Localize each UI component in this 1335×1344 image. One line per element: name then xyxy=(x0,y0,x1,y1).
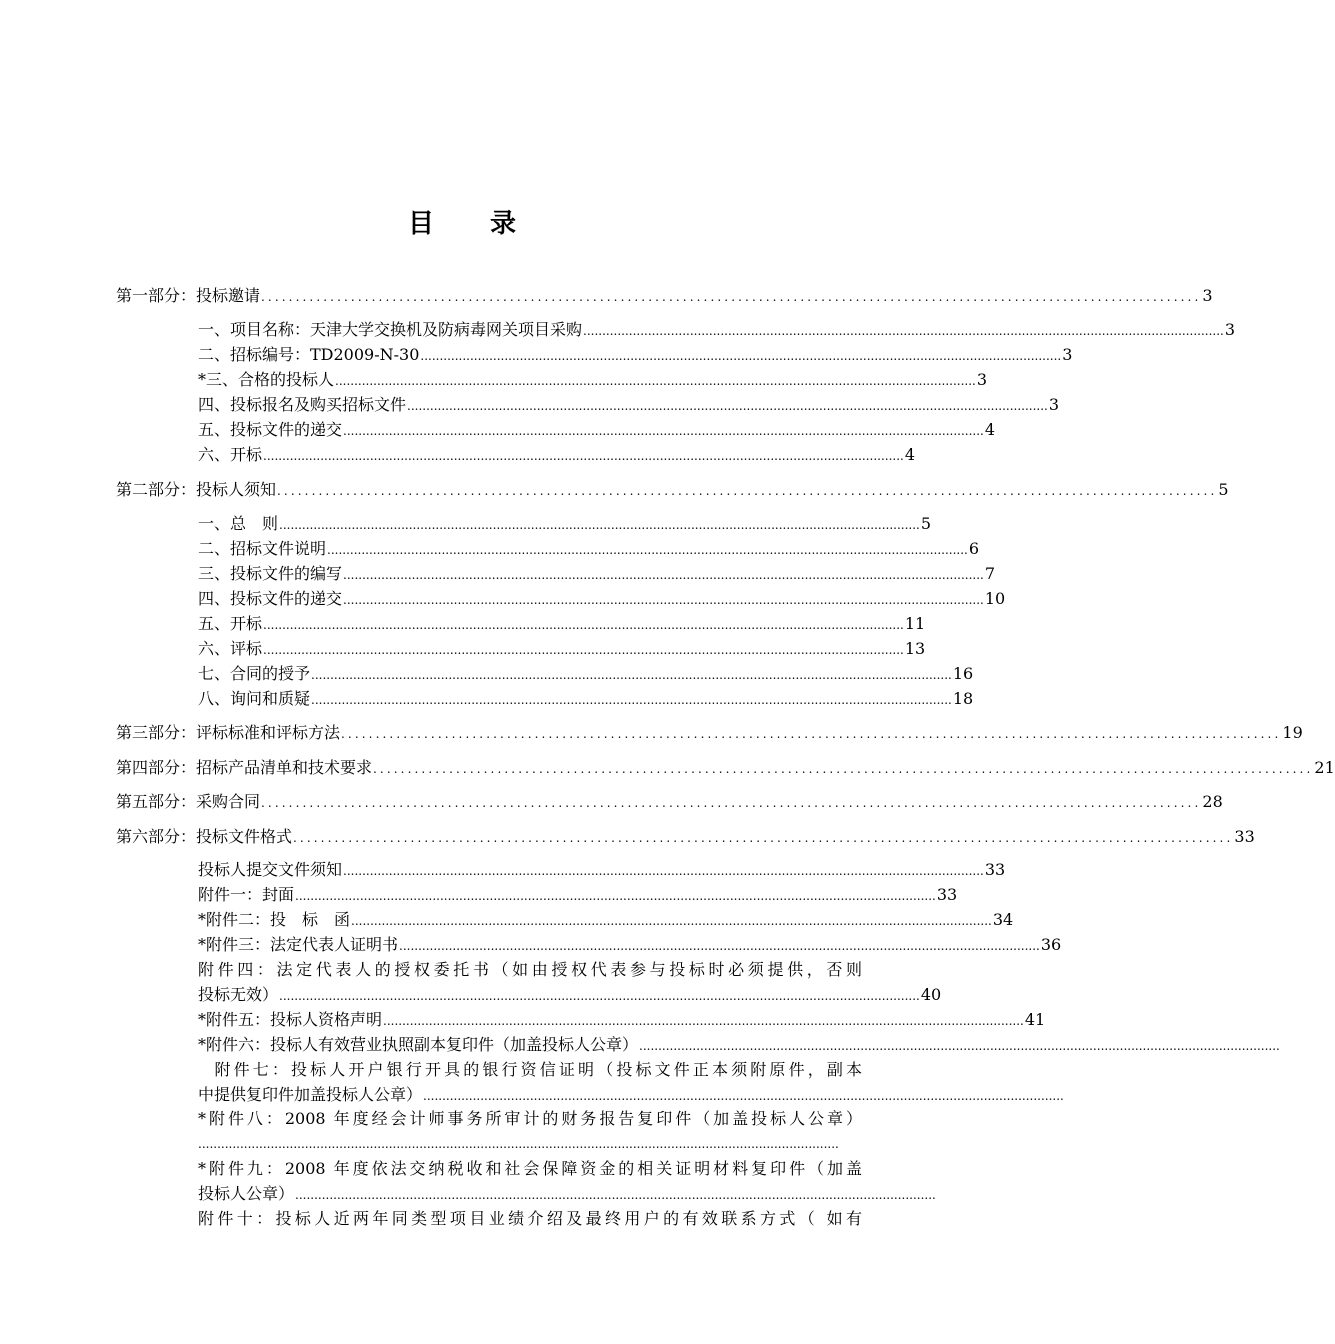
toc-page-number: 33 xyxy=(936,885,958,904)
toc-page-number: 21 xyxy=(1314,758,1335,777)
dot-leader: ........................................................................................................................................................................ xyxy=(583,324,1224,338)
dot-leader: ........................................................................................................................................................................ xyxy=(407,399,1048,413)
toc-entry[interactable] xyxy=(198,344,1073,367)
dot-leader: ........................................................................................................................................................................ xyxy=(343,864,984,878)
toc-label: *附件六：投标人有效营业执照副本复印件（加盖投标人公章） xyxy=(198,1035,639,1054)
dot-leader: ........................................................................................................................................................................ xyxy=(279,989,920,1003)
toc-label: 五、开标 xyxy=(198,614,263,633)
dot-leader: ........................................................................................................................................................................ xyxy=(327,543,968,557)
toc-label: 投标人提交文件须知 xyxy=(198,860,343,879)
dot-leader: ........................................................................................................................................................................ xyxy=(263,449,904,463)
toc-page-number: 3 xyxy=(976,370,988,389)
dot-leader: ........................................................................................................................................................................ xyxy=(343,593,984,607)
toc-label: 七、合同的授予 xyxy=(198,664,311,683)
dot-leader: ........................................................................................................................................................................ xyxy=(343,424,984,438)
toc-label: 五、投标文件的递交 xyxy=(198,420,343,439)
dot-leader: ........................................................................................................................................................................ xyxy=(399,939,1040,953)
toc-label: 三、投标文件的编写 xyxy=(198,564,343,583)
dot-leader: ........................................................................................................................................................................ xyxy=(263,643,904,657)
dot-leader: ........................................................................................................................................ xyxy=(341,727,1282,741)
toc-page-number: 7 xyxy=(984,564,996,583)
dot-leader: ........................................................................................................................................................................ xyxy=(295,889,936,903)
dot-leader: ........................................................................................................................................................................ xyxy=(263,618,904,632)
toc-entry-part5[interactable] xyxy=(116,791,1223,814)
toc-page-number: 3 xyxy=(1224,320,1236,339)
toc-entry[interactable] xyxy=(198,884,958,907)
toc-label: 八、询问和质疑 xyxy=(198,689,311,708)
toc-label: *附件三：法定代表人证明书 xyxy=(198,935,399,954)
toc-page-number: 10 xyxy=(984,589,1006,608)
toc-entry[interactable] xyxy=(198,984,942,1007)
toc-label: 四、投标报名及购买招标文件 xyxy=(198,395,407,414)
toc-entry[interactable] xyxy=(198,369,988,392)
toc-label: 第三部分：评标标准和评标方法 xyxy=(116,723,341,742)
toc-page-number: 4 xyxy=(904,445,916,464)
toc-entry[interactable] xyxy=(198,663,974,686)
toc-entry[interactable] xyxy=(198,319,1236,342)
toc-entry-part1[interactable] xyxy=(116,285,1213,308)
toc-page-number: 33 xyxy=(984,860,1006,879)
toc-label: 第五部分：采购合同 xyxy=(116,792,261,811)
dot-leader: ........................................................................................................................................................................ xyxy=(383,1014,1024,1028)
toc-page-number: 3 xyxy=(1048,395,1060,414)
dot-leader: ........................................................................................................................................................................ xyxy=(420,349,1062,363)
toc-entry[interactable] xyxy=(198,444,916,467)
toc-entry[interactable] xyxy=(198,394,1060,417)
toc-label: 六、评标 xyxy=(198,639,263,658)
toc-entry[interactable] xyxy=(198,1034,1280,1057)
toc-label: *三、合格的投标人 xyxy=(198,370,335,389)
toc-entry[interactable] xyxy=(198,934,1062,957)
dot-leader: ........................................................................................................................................................................ xyxy=(311,693,952,707)
toc-label: 六、开标 xyxy=(198,445,263,464)
toc-page-number: 28 xyxy=(1202,792,1223,811)
toc-entry[interactable] xyxy=(198,538,980,561)
toc-page-number: 41 xyxy=(1024,1010,1046,1029)
toc-label: *附件二：投 标 函 xyxy=(198,910,351,929)
toc-page-number: 34 xyxy=(992,910,1014,929)
toc-entry-part3[interactable] xyxy=(116,722,1303,745)
toc-label: 投标人公章） xyxy=(198,1184,295,1203)
toc-label: 附件一：封面 xyxy=(198,885,295,904)
toc-page-number: 6 xyxy=(968,539,980,558)
toc-entry-part2[interactable] xyxy=(116,479,1229,502)
dot-leader: ........................................................................................................................................................................ xyxy=(351,914,992,928)
toc-entry[interactable] xyxy=(198,613,926,636)
toc-entry-part6[interactable] xyxy=(116,826,1255,849)
toc-page-number: 4 xyxy=(984,420,996,439)
toc-entry-line[interactable]: 附件十：投标人近两年同类型项目业绩介绍及最终用户的有效联系方式（ 如有 xyxy=(198,1209,862,1228)
page-title: 目录 xyxy=(407,209,572,239)
toc-label: 二、招标编号：TD2009-N-30 xyxy=(198,345,420,364)
toc-entry-leader-line[interactable] xyxy=(198,1133,862,1155)
dot-leader: ........................................................................................................................................ xyxy=(261,290,1202,304)
toc-entry-line[interactable]: 附件四：法定代表人的授权委托书（如由授权代表参与投标时必须提供，否则 xyxy=(198,960,862,979)
dot-leader: ........................................................................................................................................................................ xyxy=(343,568,984,582)
toc-label: *附件五：投标人资格声明 xyxy=(198,1010,383,1029)
dot-leader: ........................................................................................................................................................................ xyxy=(198,1137,839,1151)
toc-label: 投标无效） xyxy=(198,985,279,1004)
toc-entry-line[interactable]: *附件八：2008 年度经会计师事务所审计的财务报告复印件（加盖投标人公章） xyxy=(198,1109,862,1128)
toc-label: 第六部分：投标文件格式 xyxy=(116,827,293,846)
dot-leader: ........................................................................................................................................................................ xyxy=(279,518,920,532)
toc-label: 第二部分：投标人须知 xyxy=(116,480,277,499)
dot-leader: ........................................................................................................................................................................ xyxy=(423,1089,1064,1103)
toc-page-number: 5 xyxy=(920,514,932,533)
toc-entry[interactable] xyxy=(198,859,1006,882)
toc-entry[interactable] xyxy=(198,513,932,536)
toc-entry-line[interactable]: *附件九：2008 年度依法交纳税收和社会保障资金的相关证明材料复印件（加盖 xyxy=(198,1159,862,1178)
toc-page-number: 3 xyxy=(1062,345,1073,364)
toc-page-number: 33 xyxy=(1234,827,1255,846)
toc-page-number: 36 xyxy=(1040,935,1062,954)
toc-entry[interactable] xyxy=(198,909,1014,932)
dot-leader: ........................................................................................................................................ xyxy=(277,484,1218,498)
toc-label: 第四部分：招标产品清单和技术要求 xyxy=(116,758,373,777)
toc-entry[interactable] xyxy=(198,638,926,661)
toc-label: 一、总 则 xyxy=(198,514,279,533)
toc-entry[interactable] xyxy=(198,419,996,442)
toc-label: 第一部分：投标邀请 xyxy=(116,286,261,305)
toc-label: 中提供复印件加盖投标人公章） xyxy=(198,1085,423,1104)
dot-leader: ........................................................................................................................................................................ xyxy=(295,1188,936,1202)
toc-page-number: 40 xyxy=(920,985,942,1004)
toc-page-number: 18 xyxy=(952,689,974,708)
toc-label: 四、投标文件的递交 xyxy=(198,589,343,608)
dot-leader: ........................................................................................................................................................................ xyxy=(311,668,952,682)
toc-page-number: 16 xyxy=(952,664,974,683)
toc-page-number: 3 xyxy=(1202,286,1213,305)
toc-entry[interactable] xyxy=(198,588,1006,611)
dot-leader: ........................................................................................................................................................................ xyxy=(335,374,976,388)
toc-page-number: 11 xyxy=(904,614,926,633)
toc-entry[interactable] xyxy=(198,1084,1064,1107)
toc-page-number: 19 xyxy=(1282,723,1303,742)
dot-leader: ........................................................................................................................................ xyxy=(293,831,1234,845)
toc-entry[interactable] xyxy=(198,688,974,711)
toc-page-number: 5 xyxy=(1218,480,1229,499)
toc-entry-part4[interactable] xyxy=(116,757,1335,780)
toc-label: 一、项目名称：天津大学交换机及防病毒网关项目采购 xyxy=(198,320,583,339)
dot-leader: ........................................................................................................................................ xyxy=(373,762,1314,776)
dot-leader: ........................................................................................................................................................................ xyxy=(639,1039,1280,1053)
toc-entry[interactable] xyxy=(198,563,996,586)
toc-page-number: 13 xyxy=(904,639,926,658)
toc-entry[interactable] xyxy=(198,1183,936,1206)
toc-entry-line[interactable]: 附件七：投标人开户银行开具的银行资信证明（投标文件正本须附原件，副本 xyxy=(198,1060,862,1079)
dot-leader: ........................................................................................................................................ xyxy=(261,796,1202,810)
toc-entry[interactable] xyxy=(198,1009,1046,1032)
toc-label: 二、招标文件说明 xyxy=(198,539,327,558)
